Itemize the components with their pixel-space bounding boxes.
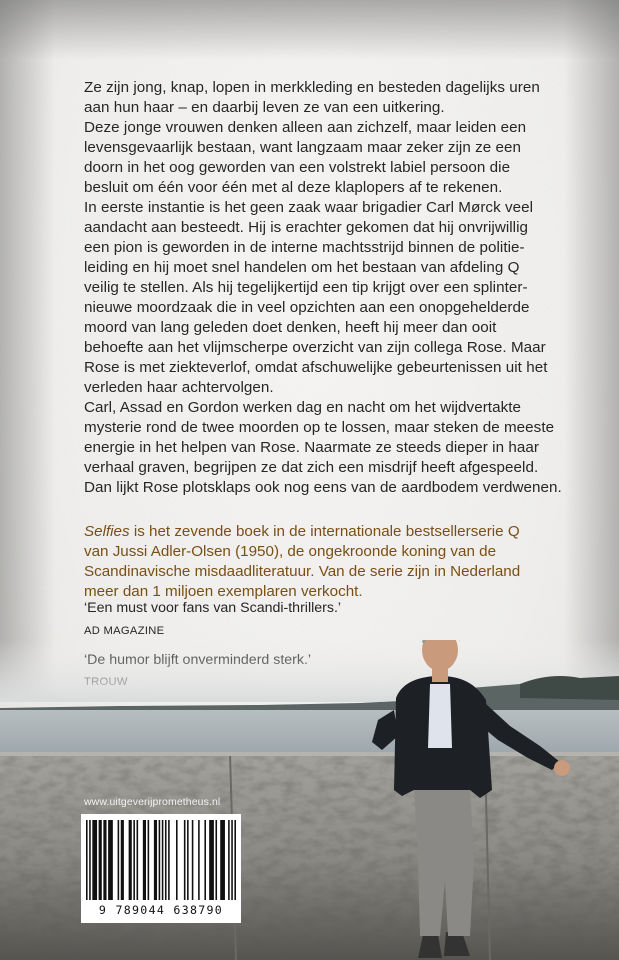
description-line: moord van lang geleden doet denken, heeft hij meer dan ooit	[84, 319, 497, 336]
barcode-bar	[129, 820, 132, 900]
review-source-1: AD MAGAZINE	[84, 625, 165, 637]
barcode-bar	[137, 820, 139, 900]
description-line: Ze zijn jong, knap, lopen in merkkleding en besteden dagelijks uren	[84, 79, 540, 96]
barcode-bar	[176, 820, 178, 900]
barcode-bar	[204, 820, 206, 900]
barcode-bar	[220, 820, 225, 900]
review-quote-1: ‘Een must voor fans van Scandi-thrillers.’	[84, 600, 342, 616]
blurb-line-3: Scandinavische misdaadliteratuur. Van de serie zijn in Nederland	[84, 563, 521, 580]
description-line: veilig te stellen. Als hij tegelijkertijd een tip krijgt over een splinter-	[84, 279, 528, 296]
barcode-bar	[92, 820, 97, 900]
barcode-bar	[162, 820, 164, 900]
description-line: verhaal graven, begrijpen ze dat zich een misdrijf heeft afgespeeld.	[84, 459, 539, 476]
barcode-bar	[165, 820, 167, 900]
barcode-bar	[234, 820, 236, 900]
isbn-number: 9 789044 638790	[98, 903, 224, 917]
barcode-bar	[99, 820, 102, 900]
barcode-bar	[215, 820, 217, 900]
barcode-bar	[121, 820, 124, 900]
barcode-bar	[133, 820, 135, 900]
description-line: Carl, Assad en Gordon werken dag en nacht om het wijdvertakte	[84, 399, 521, 416]
series-blurb	[84, 522, 604, 602]
blurb-line-1: is het zevende boek in de internationale bestsellerserie Q	[129, 523, 520, 540]
barcode-bar	[143, 820, 146, 900]
barcode-bar	[187, 820, 189, 900]
barcode	[81, 814, 241, 923]
barcode-bar	[184, 820, 186, 900]
description-line: aan hun haar – en daarbij leven ze van een uitkering.	[84, 99, 445, 116]
barcode-bar	[103, 820, 106, 900]
description-line: Dan lijkt Rose plotsklaps ook nog eens van de aardbodem verdwenen.	[84, 479, 562, 496]
barcode-bar	[86, 820, 88, 900]
barcode-bar	[154, 820, 157, 900]
description-line: verleden haar achtervolgen.	[84, 379, 274, 396]
barcode-bar	[228, 820, 230, 900]
blurb-line-2: van Jussi Adler-Olsen (1950), de ongekroonde koning van de	[84, 543, 497, 560]
barcode-bars	[81, 814, 241, 904]
description-line: behoefte aan het vlijmscherpe overzicht van zijn collega Rose. Maar	[84, 339, 546, 356]
barcode-bar	[198, 820, 200, 900]
barcode-bar	[118, 820, 120, 900]
description-line: Deze jonge vrouwen denken alleen aan zichzelf, maar leiden een	[84, 119, 527, 136]
blurb-line-4: meer dan 1 miljoen exemplaren verkocht.	[84, 583, 363, 600]
barcode-bar	[89, 820, 91, 900]
description-line: een pion is geworden in de interne machtsstrijd binnen de politie-	[84, 239, 525, 256]
description-line: mysterie rond de twee moorden op te lossen, maar steken de meeste	[84, 419, 555, 436]
barcode-bar	[108, 820, 113, 900]
description-line: levensgevaarlijk bestaan, want langzaam maar zeker zijn ze een	[84, 139, 522, 156]
description-line: energie in het helpen van Rose. Naarmate ze steeds dieper in haar	[84, 439, 539, 456]
book-title: Selfies	[84, 523, 130, 540]
barcode-bar	[192, 820, 194, 900]
description-line: leiding en hij moet snel handelen om het bestaan van afdeling Q	[84, 259, 520, 276]
barcode-bar	[148, 820, 150, 900]
description-line: aandacht aan besteedt. Hij is erachter gekomen dat hij onvrijwillig	[84, 219, 529, 236]
description-line: besluit om één voor één met al deze klaplopers af te rekenen.	[84, 179, 503, 196]
description-line: In eerste instantie is het geen zaak waar brigadier Carl Mørck veel	[84, 199, 534, 216]
barcode-bar	[159, 820, 161, 900]
publisher-url: www.uitgeverijprometheus.nl	[84, 796, 221, 808]
barcode-bar	[168, 820, 170, 900]
barcode-bar	[231, 820, 233, 900]
description-line: Rose is met ziekteverlof, omdat afschuwelijke gebeurtenissen uit het	[84, 359, 548, 376]
barcode-bar	[209, 820, 214, 900]
description-line: nieuwe moordzaak die in veel opzichten aan een onopgehelderde	[84, 299, 530, 316]
description-line: doorn in het oog geworden van een volstrekt labiel persoon die	[84, 159, 511, 176]
book-description	[84, 78, 604, 498]
